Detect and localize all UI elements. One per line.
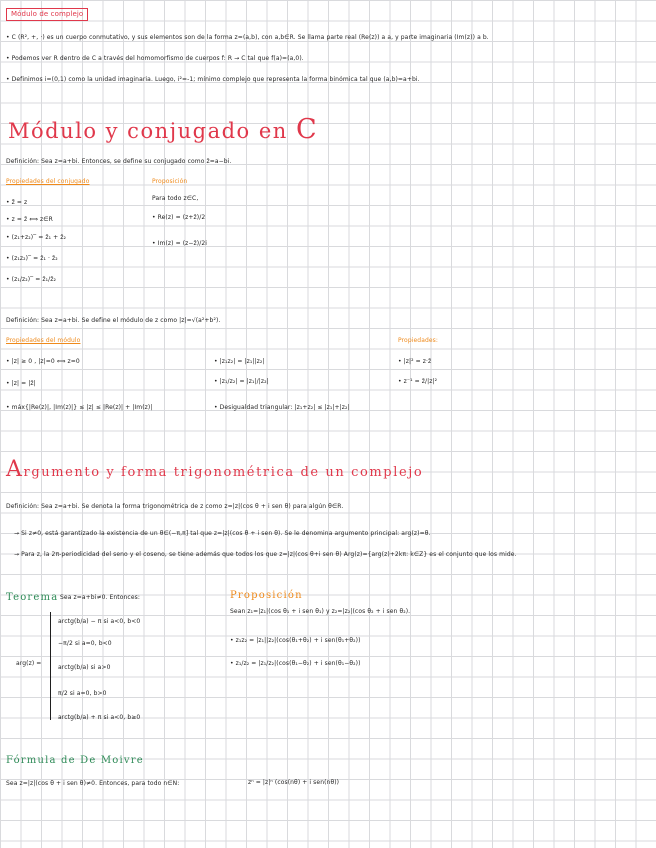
proposition2-title: Proposición xyxy=(230,590,303,601)
proposition2-product: • z₁z₂ = |z₁||z₂|(cos(θ₁+θ₂) + i sen(θ₁+θ₂)) xyxy=(230,637,361,644)
conjugate-prop-3: • (z₁+z₂)‾ = z̄₁ + z̄₂ xyxy=(6,234,67,241)
topic-tag: Módulo de complejo xyxy=(6,8,88,21)
proposition-im: • Im(z) = (z−z̄)/2i xyxy=(152,240,208,247)
module-prop-right-1: • |z|² = z·z̄ xyxy=(398,358,432,365)
module-prop-left-2: • |z| = |z̄| xyxy=(6,380,36,387)
arg-note-2: → Para z, la 2π-periodicidad del seno y el coseno, se tiene además que todos los que z=|z|(cos θ+i sen θ) Arg(z)={arg(z)+2kπ: k∈Z} es el conjunto que los mide. xyxy=(14,551,517,558)
definition-conjugate: Definición: Sea z=a+bi. Entonces, se define su conjugado como z̄=a−bi. xyxy=(6,158,232,165)
arg-note-1: → Si z≠0, está garantizado la existencia de un θ∈(−π,π] tal que z=|z|(cos θ + i sen θ). Se le denomina argumento principal: arg(z)=θ. xyxy=(14,530,431,537)
conjugate-props-title: Propiedades del conjugado xyxy=(6,178,90,185)
module-prop-left-1: • |z| ≥ 0 , |z|=0 ⟺ z=0 xyxy=(6,358,80,365)
arg-case-3: arctg(b/a) si a>0 xyxy=(58,664,111,671)
theorem-intro: Sea z=a+bi≠0. Entonces: xyxy=(60,594,140,601)
module-prop-mid-3: • Desigualdad triangular: |z₁+z₂| ≤ |z₁|+|z₂| xyxy=(214,404,350,411)
cases-brace xyxy=(50,612,51,720)
conjugate-prop-4: • (z₁z₂)‾ = z̄₁ · z̄₂ xyxy=(6,255,58,262)
proposition-title: Proposición xyxy=(152,178,188,185)
definition-module: Definición: Sea z=a+bi. Se define el módulo de z como |z|=√(a²+b²). xyxy=(6,317,221,324)
arg-case-1: arctg(b/a) − π si a<0, b<0 xyxy=(58,618,141,625)
conjugate-prop-2: • z = z̄ ⟺ z∈R xyxy=(6,216,53,223)
module-props-title: Propiedades del módulo xyxy=(6,337,81,344)
intro-line-1: • C (R², +, ·) es un cuerpo conmutativo, y sus elementos son de la forma z=(a,b), con a,b∈R. Se llama parte real (Re(z)) a a, y parte imaginaria (Im(z)) a b. xyxy=(6,34,489,41)
module-prop-mid-2: • |z₁/z₂| = |z₁|/|z₂| xyxy=(214,378,269,385)
de-moivre-text: Sea z=|z|(cos θ + i sen θ)≠0. Entonces, para todo n∈N: xyxy=(6,780,180,787)
module-prop-left-3: • máx{|Re(z)|, |Im(z)|} ≤ |z| ≤ |Re(z)| + |Im(z)| xyxy=(6,404,153,411)
module-prop-mid-1: • |z₁z₂| = |z₁||z₂| xyxy=(214,358,265,365)
de-moivre-title: Fórmula de De Moivre xyxy=(6,755,144,766)
section-title-modulo: Módulo y conjugado en C xyxy=(8,114,319,145)
proposition-intro: Para todo z∈C, xyxy=(152,195,199,202)
module-prop-right-2: • z⁻¹ = z̄/|z|² xyxy=(398,378,438,385)
proposition2-quotient: • z₁/z₂ = |z₁/z₂|(cos(θ₁−θ₂) + i sen(θ₁−θ₂)) xyxy=(230,660,361,667)
de-moivre-formula: zⁿ = |z|ⁿ (cos(nθ) + i sen(nθ)) xyxy=(248,779,340,786)
arg-case-5: arctg(b/a) + π si a<0, b≥0 xyxy=(58,714,141,721)
complex-set-symbol: C xyxy=(296,114,319,145)
intro-line-2: • Podemos ver R dentro de C a través del homomorfismo de cuerpos f: R → C tal que f(a)=(a,0). xyxy=(6,55,304,62)
definition-trig-form: Definición: Sea z=a+bi. Se denota la forma trigonométrica de z como z=|z|(cos θ + i sen θ) para algún θ∈R. xyxy=(6,503,344,510)
arg-case-2: −π/2 si a=0, b<0 xyxy=(58,640,112,647)
conjugate-prop-5: • (z₁/z₂)‾ = z̄₁/z̄₂ xyxy=(6,276,57,283)
intro-line-3: • Definimos i=(0,1) como la unidad imaginaria. Luego, i²=-1; mínimo complejo que representa la forma binómica tal que (a,b)=a+bi. xyxy=(6,76,420,83)
arg-function-label: arg(z) = xyxy=(16,660,42,667)
conjugate-prop-1: • z̄̄ = z xyxy=(6,199,28,206)
arg-case-4: π/2 si a=0, b>0 xyxy=(58,690,107,697)
module-props-right-title: Propiedades: xyxy=(398,337,439,344)
theorem-title: Teorema xyxy=(6,592,59,603)
proposition2-intro: Sean z₁=|z₁|(cos θ₁ + i sen θ₁) y z₂=|z₂|(cos θ₂ + i sen θ₂). xyxy=(230,608,411,615)
section-title-argumento: Argumento y forma trigonométrica de un complejo xyxy=(6,457,424,482)
proposition-re: • Re(z) = (z+z̄)/2 xyxy=(152,214,206,221)
